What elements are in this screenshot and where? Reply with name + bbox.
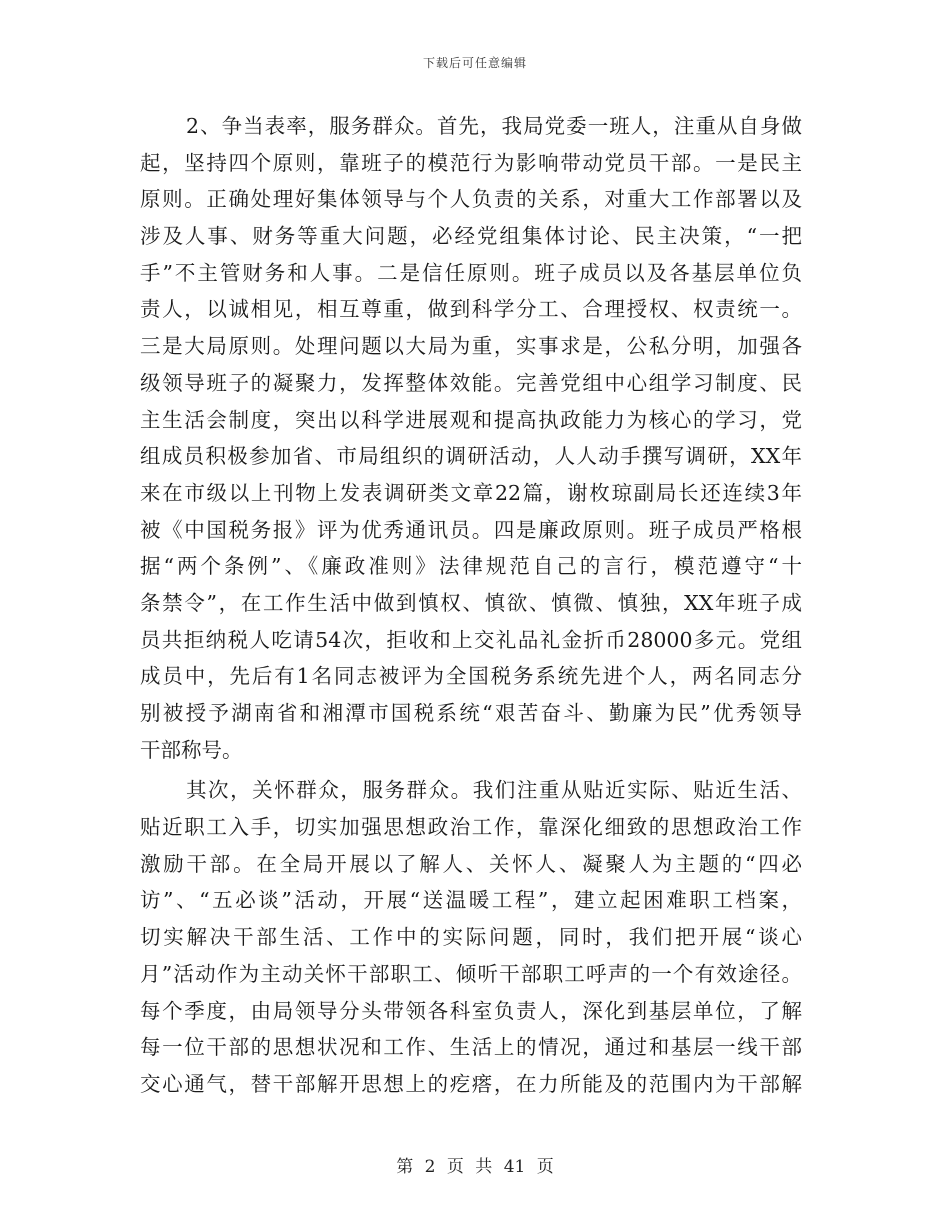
text-line: 2、争当表率，服务群众。首先，我局党委一班人，注重从自身做 — [186, 114, 802, 138]
page-header: 下载后可任意编辑 — [422, 56, 527, 70]
text-line: 条禁令”，在工作生活中做到慎权、慎欲、慎微、慎独，XX年班子成 — [140, 590, 802, 615]
text-line: 涉及人事、财务等重大问题，必经党组集体讨论、民主决策，“一把 — [140, 224, 802, 249]
text-line: 每个季度，由局领导分头带领各科室负责人，深化到基层单位，了解 — [140, 998, 802, 1023]
text-line: 责人，以诚相见，相互尊重，做到科学分工、合理授权、权责统一。 — [140, 297, 802, 322]
text-line: 访”、“五必谈”活动，开展“送温暖工程”，建立起困难职工档案， — [140, 888, 802, 913]
text-line: 来在市级以上刊物上发表调研类文章22篇，谢枚琼副局长还连续3年 — [140, 480, 802, 505]
text-line: 据“两个条例”、《廉政准则》法律规范自己的言行，模范遵守“十 — [140, 554, 802, 579]
paragraph-caring-for-staff — [140, 772, 802, 1102]
text-line: 成员中，先后有1名同志被评为全国税务系统先进个人，两名同志分 — [140, 664, 802, 689]
page-number-footer: 第 2 页 共 41 页 — [396, 1157, 554, 1177]
paragraph-leadership-principles — [140, 108, 802, 768]
text-line: 贴近职工入手，切实加强思想政治工作，靠深化细致的思想政治工作 — [140, 815, 802, 840]
text-line: 级领导班子的凝聚力，发挥整体效能。完善党组中心组学习制度、民 — [140, 370, 802, 395]
text-line: 主生活会制度，突出以科学进展观和提高执政能力为核心的学习，党 — [140, 407, 802, 432]
text-line: 三是大局原则。处理问题以大局为重，实事求是，公私分明，加强各 — [140, 334, 802, 359]
text-line: 原则。正确处理好集体领导与个人负责的关系，对重大工作部署以及 — [140, 187, 802, 212]
text-line: 其次，关怀群众，服务群众。我们注重从贴近实际、贴近生活、 — [186, 778, 802, 803]
text-line: 被《中国税务报》评为优秀通讯员。四是廉政原则。班子成员严格根 — [140, 517, 802, 542]
text-line: 别被授予湖南省和湘潭市国税系统“艰苦奋斗、勤廉为民”优秀领导 — [140, 701, 802, 725]
document-body — [140, 108, 802, 1103]
text-line: 激励干部。在全局开展以了解人、关怀人、凝聚人为主题的“四必 — [140, 851, 802, 876]
text-line: 起，坚持四个原则，靠班子的模范行为影响带动党员干部。一是民主 — [140, 150, 802, 175]
text-line: 月”活动作为主动关怀干部职工、倾听干部职工呼声的一个有效途径。 — [140, 961, 802, 986]
text-line: 每一位干部的思想状况和工作、生活上的情况，通过和基层一线干部 — [140, 1035, 802, 1060]
text-line: 手”不主管财务和人事。二是信任原则。班子成员以及各基层单位负 — [140, 260, 802, 285]
text-line: 交心通气，替干部解开思想上的疙瘩，在力所能及的范围内为干部解 — [140, 1071, 802, 1096]
text-line: 干部称号。 — [140, 737, 243, 762]
text-line: 切实解决干部生活、工作中的实际问题，同时，我们把开展“谈心 — [140, 925, 802, 950]
text-line: 员共拒纳税人吃请54次，拒收和上交礼品礼金折币28000多元。党组 — [140, 627, 802, 652]
text-line: 组成员积极参加省、市局组织的调研活动，人人动手撰写调研，XX年 — [140, 444, 802, 469]
